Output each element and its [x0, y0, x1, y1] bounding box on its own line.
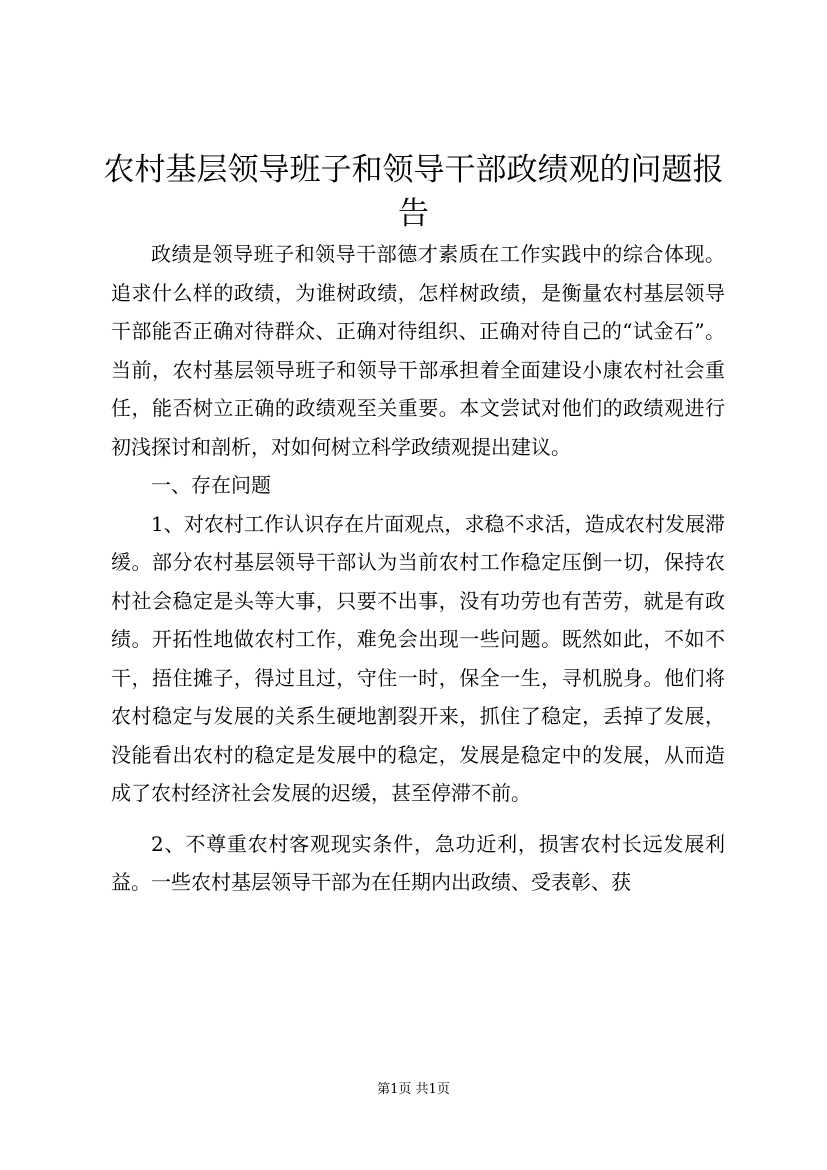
page-footer: 第1页 共1页 — [377, 1082, 450, 1097]
problem-paragraph-1: 1、对农村工作认识存在片面观点，求稳不求活，造成农村发展滞缓。部分农村基层领导干部认为当前农村工作稳定压倒一切，保持农村社会稳定是头等大事，只要不出事，没有功劳也有苦劳，就是有政绩。开拓性地做农村工作，难免会出现一些问题。既然如此，不如不干，捂住摊子，得过且过，守住一时，保全一生，寻机脱身。他们将农村稳定与发展的关系生硬地割裂开来，抓住了稳定，丢掉了发展，没能看出农村的稳定是发展中的稳定，发展是稳定中的发展，从而造成了农村经济社会发展的迟缓，甚至停滞不前。 — [111, 511, 725, 805]
document-body — [111, 235, 725, 902]
problem-paragraph-2: 2、不尊重农村客观现实条件，急功近利，损害农村长远发展利益。一些农村基层领导干部为在任期内出政绩、受表彰、获 — [111, 831, 725, 894]
document-title: 农村基层领导班子和领导干部政绩观的问题报告 — [103, 152, 724, 232]
intro-paragraph: 政绩是领导班子和领导干部德才素质在工作实践中的综合体现。追求什么样的政绩，为谁树政绩，怎样树政绩，是衡量农村基层领导干部能否正确对待群众、正确对待组织、正确对待自己的“试金石”。当前，农村基层领导班子和领导干部承担着全面建设小康农村社会重任，能否树立正确的政绩观至关重要。本文尝试对他们的政绩观进行初浅探讨和剖析，对如何树立科学政绩观提出建议。 — [111, 242, 725, 459]
section-heading: 一、存在问题 — [151, 473, 271, 497]
